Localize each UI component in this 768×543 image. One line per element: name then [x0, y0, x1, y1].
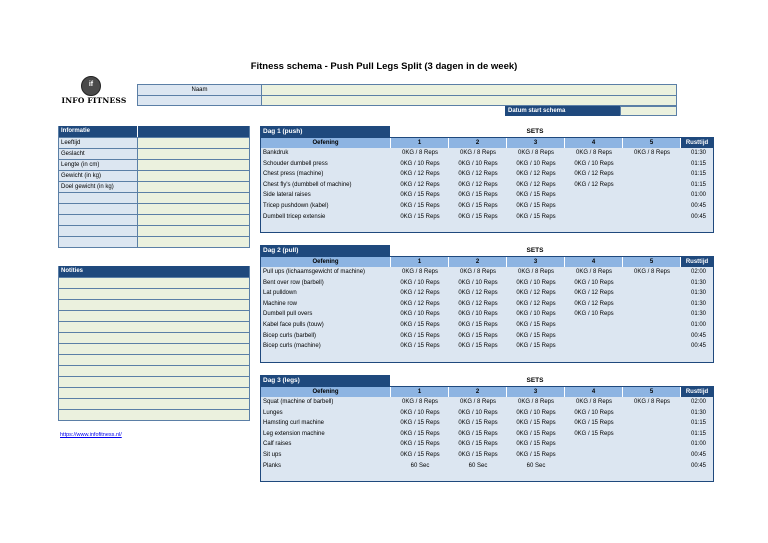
set-cell[interactable]: 0KG / 15 Reps: [458, 213, 498, 220]
set-cell[interactable]: 0KG / 8 Reps: [459, 269, 497, 275]
header-blank-field[interactable]: [262, 96, 676, 105]
set-cell[interactable]: [565, 461, 623, 472]
exercise-name[interactable]: Kabel face pulls (touw): [263, 321, 324, 328]
informatie-value-field[interactable]: [138, 171, 249, 181]
set-cell[interactable]: 0KG / 10 Reps: [400, 311, 440, 318]
table-row: [261, 309, 713, 320]
set-cell[interactable]: 0KG / 15 Reps: [516, 213, 556, 220]
set-cell[interactable]: 0KG / 8 Reps: [575, 269, 613, 275]
informatie-value-field[interactable]: [138, 204, 249, 214]
set-cell[interactable]: 0KG / 15 Reps: [458, 192, 498, 199]
col-set-4: 4: [565, 257, 623, 267]
rest-cell[interactable]: 01:15: [690, 171, 706, 178]
table-row: [261, 450, 713, 461]
set-cell[interactable]: 0KG / 15 Reps: [400, 420, 440, 427]
col-set-5: 5: [623, 387, 681, 397]
set-cell[interactable]: 0KG / 10 Reps: [458, 279, 498, 286]
set-cell[interactable]: 0KG / 12 Reps: [458, 181, 498, 188]
set-cell[interactable]: 0KG / 15 Reps: [516, 321, 556, 328]
rest-cell[interactable]: 01:30: [690, 279, 706, 286]
set-cell[interactable]: [623, 309, 681, 320]
informatie-label: Lengte (in cm): [59, 160, 138, 170]
col-oefening: Oefening: [261, 138, 391, 148]
set-cell[interactable]: 0KG / 8 Reps: [459, 150, 497, 156]
col-set-1: 1: [391, 257, 449, 267]
informatie-row: [59, 192, 249, 203]
informatie-row: [59, 159, 249, 170]
table-row: [261, 201, 713, 212]
set-cell[interactable]: 0KG / 8 Reps: [459, 399, 497, 405]
informatie-label: [59, 193, 138, 203]
set-cell[interactable]: 0KG / 15 Reps: [458, 202, 498, 209]
rest-cell[interactable]: 00:45: [690, 343, 706, 350]
set-cell[interactable]: 0KG / 15 Reps: [516, 192, 556, 199]
set-cell[interactable]: [565, 212, 623, 223]
exercise-name[interactable]: Tricep pushdown (kabel): [263, 202, 329, 209]
set-cell[interactable]: 0KG / 10 Reps: [516, 160, 556, 167]
set-cell[interactable]: 0KG / 15 Reps: [516, 202, 556, 209]
day-table: [260, 375, 714, 482]
day-table: [260, 126, 714, 233]
informatie-label: Gewicht (in kg): [59, 171, 138, 181]
rest-cell[interactable]: 00:45: [690, 462, 706, 469]
table-row: [261, 159, 713, 170]
exercise-name[interactable]: Leg extension machine: [263, 430, 325, 437]
rest-cell[interactable]: 02:00: [690, 399, 706, 405]
set-cell[interactable]: 0KG / 15 Reps: [400, 343, 440, 350]
set-cell[interactable]: 0KG / 10 Reps: [574, 160, 614, 167]
set-cell[interactable]: [623, 408, 681, 419]
notities-line-field[interactable]: [59, 354, 249, 365]
set-cell[interactable]: [623, 201, 681, 212]
table-row: [261, 341, 713, 352]
set-cell[interactable]: 0KG / 10 Reps: [458, 160, 498, 167]
notities-line-field[interactable]: [59, 387, 249, 398]
notities-line-field[interactable]: [59, 321, 249, 332]
set-cell[interactable]: 0KG / 10 Reps: [516, 311, 556, 318]
notities-line-field[interactable]: [59, 398, 249, 409]
table-row: [261, 429, 713, 440]
exercise-name[interactable]: Calf raises: [263, 441, 292, 448]
col-set-5: 5: [623, 257, 681, 267]
col-set-1: 1: [391, 138, 449, 148]
set-cell[interactable]: [623, 320, 681, 331]
table-row: [261, 320, 713, 331]
informatie-row: [59, 137, 249, 148]
set-cell[interactable]: [565, 201, 623, 212]
table-row: [261, 439, 713, 450]
exercise-name[interactable]: Machine row: [263, 300, 298, 307]
set-cell[interactable]: 0KG / 10 Reps: [400, 279, 440, 286]
set-cell[interactable]: 0KG / 10 Reps: [400, 160, 440, 167]
notities-line-field[interactable]: [59, 277, 249, 288]
set-cell[interactable]: 0KG / 10 Reps: [458, 409, 498, 416]
sets-label: SETS: [526, 128, 544, 135]
set-cell[interactable]: 0KG / 12 Reps: [458, 171, 498, 178]
informatie-row: [59, 181, 249, 192]
rest-cell[interactable]: 01:00: [690, 192, 706, 199]
rest-cell[interactable]: 00:45: [690, 202, 706, 209]
set-cell[interactable]: 0KG / 15 Reps: [458, 451, 498, 458]
notities-line-field[interactable]: [59, 343, 249, 354]
set-cell[interactable]: 0KG / 8 Reps: [401, 399, 439, 405]
table-row: [261, 278, 713, 289]
set-cell[interactable]: 0KG / 8 Reps: [517, 269, 555, 275]
set-cell[interactable]: 0KG / 8 Reps: [401, 150, 439, 156]
set-cell[interactable]: 0KG / 15 Reps: [400, 441, 440, 448]
set-cell[interactable]: 0KG / 12 Reps: [516, 171, 556, 178]
col-set-2: 2: [449, 138, 507, 148]
set-cell[interactable]: [565, 190, 623, 201]
set-cell[interactable]: 0KG / 15 Reps: [458, 321, 498, 328]
set-cell[interactable]: [623, 429, 681, 440]
informatie-label: Doel gewicht (in kg): [59, 182, 138, 192]
set-cell[interactable]: 0KG / 12 Reps: [400, 290, 440, 297]
set-cell[interactable]: [623, 190, 681, 201]
informatie-row: [59, 214, 249, 225]
exercise-name[interactable]: Bicep curls (barbell): [263, 332, 317, 339]
set-cell[interactable]: 0KG / 15 Reps: [516, 343, 556, 350]
table-row: [261, 180, 713, 191]
col-set-3: 3: [507, 138, 565, 148]
informatie-row: [59, 203, 249, 214]
informatie-heading: Informatie: [59, 126, 138, 137]
set-cell[interactable]: 0KG / 12 Reps: [574, 290, 614, 297]
set-cell[interactable]: 0KG / 12 Reps: [516, 181, 556, 188]
col-oefening: Oefening: [261, 257, 391, 267]
set-cell[interactable]: [623, 461, 681, 472]
informatie-label: Geslacht: [59, 149, 138, 159]
informatie-row: [59, 148, 249, 159]
notities-line-field[interactable]: [59, 310, 249, 321]
set-cell[interactable]: 0KG / 12 Reps: [516, 300, 556, 307]
set-cell[interactable]: 0KG / 10 Reps: [574, 409, 614, 416]
set-cell[interactable]: 0KG / 15 Reps: [574, 420, 614, 427]
rest-cell[interactable]: 01:15: [690, 181, 706, 188]
informatie-value-field[interactable]: [138, 237, 249, 247]
col-rusttijd: Rusttijd: [681, 138, 713, 148]
sets-label: SETS: [526, 377, 544, 384]
set-cell[interactable]: 0KG / 8 Reps: [633, 269, 671, 275]
table-row: [261, 212, 713, 223]
set-cell[interactable]: 0KG / 12 Reps: [574, 171, 614, 178]
rest-cell[interactable]: 01:15: [690, 160, 706, 167]
set-cell[interactable]: 0KG / 12 Reps: [574, 300, 614, 307]
set-cell[interactable]: 0KG / 8 Reps: [575, 150, 613, 156]
day-table: [260, 245, 714, 363]
set-cell[interactable]: 0KG / 8 Reps: [517, 150, 555, 156]
set-cell[interactable]: 60 Sec: [410, 462, 430, 469]
set-cell[interactable]: 0KG / 15 Reps: [458, 332, 498, 339]
table-row: [261, 331, 713, 342]
set-cell[interactable]: [623, 439, 681, 450]
set-cell[interactable]: 0KG / 10 Reps: [516, 409, 556, 416]
header-blank-cell: [138, 96, 262, 105]
set-cell[interactable]: [623, 278, 681, 289]
day-title: Dag 2 (pull): [260, 245, 390, 256]
page-title: Fitness schema - Push Pull Legs Split (3 dagen in de week): [250, 61, 518, 72]
set-cell[interactable]: [565, 331, 623, 342]
set-cell[interactable]: [565, 450, 623, 461]
set-cell[interactable]: 0KG / 15 Reps: [574, 430, 614, 437]
set-cell[interactable]: 0KG / 8 Reps: [517, 399, 555, 405]
set-cell[interactable]: [623, 288, 681, 299]
set-cell[interactable]: 0KG / 10 Reps: [458, 311, 498, 318]
set-cell[interactable]: 0KG / 15 Reps: [458, 420, 498, 427]
set-cell[interactable]: [565, 320, 623, 331]
naam-label: Naam: [138, 85, 262, 95]
logo-mark: if: [88, 81, 94, 88]
rest-cell[interactable]: 01:15: [690, 420, 706, 427]
start-date-field[interactable]: [620, 106, 677, 116]
rest-cell[interactable]: 02:00: [690, 269, 706, 275]
informatie-value-field[interactable]: [138, 182, 249, 192]
notities-line-field[interactable]: [59, 332, 249, 343]
informatie-table: [58, 126, 250, 248]
rest-cell[interactable]: 01:00: [690, 441, 706, 448]
rest-cell[interactable]: 01:30: [690, 409, 706, 416]
rest-cell[interactable]: 01:00: [690, 321, 706, 328]
set-cell[interactable]: [623, 341, 681, 352]
exercise-name[interactable]: Hamsting curl machine: [263, 420, 325, 427]
set-cell[interactable]: 0KG / 8 Reps: [633, 399, 671, 405]
set-cell[interactable]: [565, 341, 623, 352]
exercise-name[interactable]: Pull ups (lichaamsgewicht of machine): [263, 269, 366, 275]
set-cell[interactable]: 0KG / 15 Reps: [516, 451, 556, 458]
set-cell[interactable]: 60 Sec: [526, 462, 546, 469]
set-cell[interactable]: 0KG / 12 Reps: [516, 290, 556, 297]
set-cell[interactable]: [623, 159, 681, 170]
informatie-label: [59, 237, 138, 247]
table-row: [261, 397, 713, 408]
exercise-name[interactable]: Chest press (machine): [263, 171, 324, 178]
set-cell[interactable]: 0KG / 15 Reps: [400, 332, 440, 339]
set-cell[interactable]: 0KG / 12 Reps: [400, 181, 440, 188]
set-cell[interactable]: 0KG / 15 Reps: [400, 202, 440, 209]
col-set-2: 2: [449, 257, 507, 267]
col-rusttijd: Rusttijd: [681, 257, 713, 267]
notities-table: [58, 266, 250, 421]
notities-line-field[interactable]: [59, 365, 249, 376]
informatie-label: [59, 215, 138, 225]
exercise-name[interactable]: Lunges: [263, 409, 283, 416]
informatie-label: [59, 204, 138, 214]
naam-field[interactable]: [262, 85, 676, 95]
col-set-4: 4: [565, 387, 623, 397]
table-header-row: [261, 138, 713, 148]
col-set-5: 5: [623, 138, 681, 148]
set-cell[interactable]: 0KG / 15 Reps: [516, 332, 556, 339]
informatie-value-field[interactable]: [138, 149, 249, 159]
col-oefening: Oefening: [261, 387, 391, 397]
set-cell[interactable]: 0KG / 10 Reps: [400, 409, 440, 416]
set-cell[interactable]: 0KG / 15 Reps: [516, 441, 556, 448]
set-cell[interactable]: 0KG / 15 Reps: [458, 343, 498, 350]
col-set-2: 2: [449, 387, 507, 397]
informatie-value-field[interactable]: [138, 215, 249, 225]
col-set-3: 3: [507, 257, 565, 267]
exercise-name[interactable]: Bankdruk: [263, 150, 289, 156]
day-title: Dag 3 (legs): [260, 375, 390, 386]
table-row: [261, 148, 713, 159]
set-cell[interactable]: 0KG / 8 Reps: [633, 150, 671, 156]
set-cell[interactable]: 0KG / 10 Reps: [516, 279, 556, 286]
set-cell[interactable]: 0KG / 12 Reps: [574, 181, 614, 188]
notities-line-field[interactable]: [59, 288, 249, 299]
logo-text: INFO FITNESS: [61, 96, 127, 105]
set-cell[interactable]: 0KG / 12 Reps: [400, 300, 440, 307]
rest-cell[interactable]: 00:45: [690, 451, 706, 458]
set-cell[interactable]: 0KG / 10 Reps: [574, 311, 614, 318]
rest-cell[interactable]: 01:30: [690, 150, 706, 156]
table-row: [261, 267, 713, 278]
set-cell[interactable]: 0KG / 15 Reps: [400, 430, 440, 437]
set-cell[interactable]: 0KG / 12 Reps: [458, 300, 498, 307]
informatie-value-field[interactable]: [138, 138, 249, 148]
exercise-name[interactable]: Squat (machine of barbell): [263, 399, 334, 405]
notities-line-field[interactable]: [59, 409, 249, 420]
table-row: [261, 418, 713, 429]
notities-line-field[interactable]: [59, 299, 249, 310]
set-cell[interactable]: [565, 439, 623, 450]
table-row: [261, 288, 713, 299]
day-title: Dag 1 (push): [260, 126, 390, 137]
informatie-value-field[interactable]: [138, 226, 249, 236]
col-rusttijd: Rusttijd: [681, 387, 713, 397]
table-row: [261, 461, 713, 472]
table-row: [261, 190, 713, 201]
col-set-4: 4: [565, 138, 623, 148]
set-cell[interactable]: [623, 212, 681, 223]
rest-cell[interactable]: 01:30: [690, 300, 706, 307]
set-cell[interactable]: 0KG / 15 Reps: [400, 321, 440, 328]
logo: [58, 76, 130, 106]
informatie-value-field[interactable]: [138, 160, 249, 170]
col-set-1: 1: [391, 387, 449, 397]
set-cell[interactable]: 0KG / 15 Reps: [400, 192, 440, 199]
table-header-row: [261, 257, 713, 267]
set-cell[interactable]: 0KG / 15 Reps: [458, 430, 498, 437]
informatie-row: [59, 170, 249, 181]
sets-label: SETS: [526, 247, 544, 254]
exercise-name[interactable]: Bent over row (barbell): [263, 279, 324, 286]
rest-cell[interactable]: 01:30: [690, 311, 706, 318]
informatie-value-field[interactable]: [138, 193, 249, 203]
set-cell[interactable]: 0KG / 15 Reps: [516, 430, 556, 437]
set-cell[interactable]: 0KG / 15 Reps: [400, 213, 440, 220]
informatie-label: [59, 226, 138, 236]
table-header-row: [261, 387, 713, 397]
set-cell[interactable]: 0KG / 12 Reps: [458, 290, 498, 297]
exercise-name[interactable]: Chest fly's (dumbbell of machine): [263, 181, 352, 188]
set-cell[interactable]: 0KG / 12 Reps: [400, 171, 440, 178]
rest-cell[interactable]: 01:15: [690, 430, 706, 437]
exercise-name[interactable]: Dumbell tricep extensie: [263, 213, 326, 220]
set-cell[interactable]: 0KG / 8 Reps: [401, 269, 439, 275]
set-cell[interactable]: [623, 169, 681, 180]
dumbbell-icon: [81, 76, 101, 96]
exercise-name[interactable]: Planks: [263, 462, 282, 469]
exercise-name[interactable]: Sit ups: [263, 451, 282, 458]
exercise-name[interactable]: Bicep curls (machine): [263, 343, 321, 350]
table-row: [261, 169, 713, 180]
exercise-name[interactable]: Dumbell pull overs: [263, 311, 313, 318]
notities-line-field[interactable]: [59, 376, 249, 387]
set-cell[interactable]: [623, 331, 681, 342]
set-cell[interactable]: 0KG / 10 Reps: [574, 279, 614, 286]
notities-heading: Notities: [61, 268, 84, 274]
set-cell[interactable]: [623, 418, 681, 429]
header-grid: [137, 84, 677, 106]
set-cell[interactable]: 0KG / 15 Reps: [400, 451, 440, 458]
set-cell[interactable]: 0KG / 15 Reps: [516, 420, 556, 427]
rest-cell[interactable]: 01:30: [690, 290, 706, 297]
table-row: [261, 299, 713, 310]
informatie-label: Leeftijd: [59, 138, 138, 148]
col-set-3: 3: [507, 387, 565, 397]
exercise-name[interactable]: Lat pulldown: [263, 290, 297, 297]
website-link[interactable]: https://www.infofitness.nl/: [60, 432, 122, 438]
start-date-label: Datum start schema: [505, 106, 620, 116]
informatie-row: [59, 236, 249, 247]
set-cell[interactable]: [623, 450, 681, 461]
table-row: [261, 408, 713, 419]
set-cell[interactable]: 0KG / 8 Reps: [575, 399, 613, 405]
set-cell[interactable]: 60 Sec: [468, 462, 488, 469]
exercise-name[interactable]: Side lateral raises: [263, 192, 311, 199]
rest-cell[interactable]: 00:45: [690, 332, 706, 339]
exercise-name[interactable]: Schouder dumbell press: [263, 160, 328, 167]
set-cell[interactable]: [623, 299, 681, 310]
set-cell[interactable]: [623, 180, 681, 191]
informatie-row: [59, 225, 249, 236]
set-cell[interactable]: 0KG / 15 Reps: [458, 441, 498, 448]
rest-cell[interactable]: 00:45: [690, 213, 706, 220]
